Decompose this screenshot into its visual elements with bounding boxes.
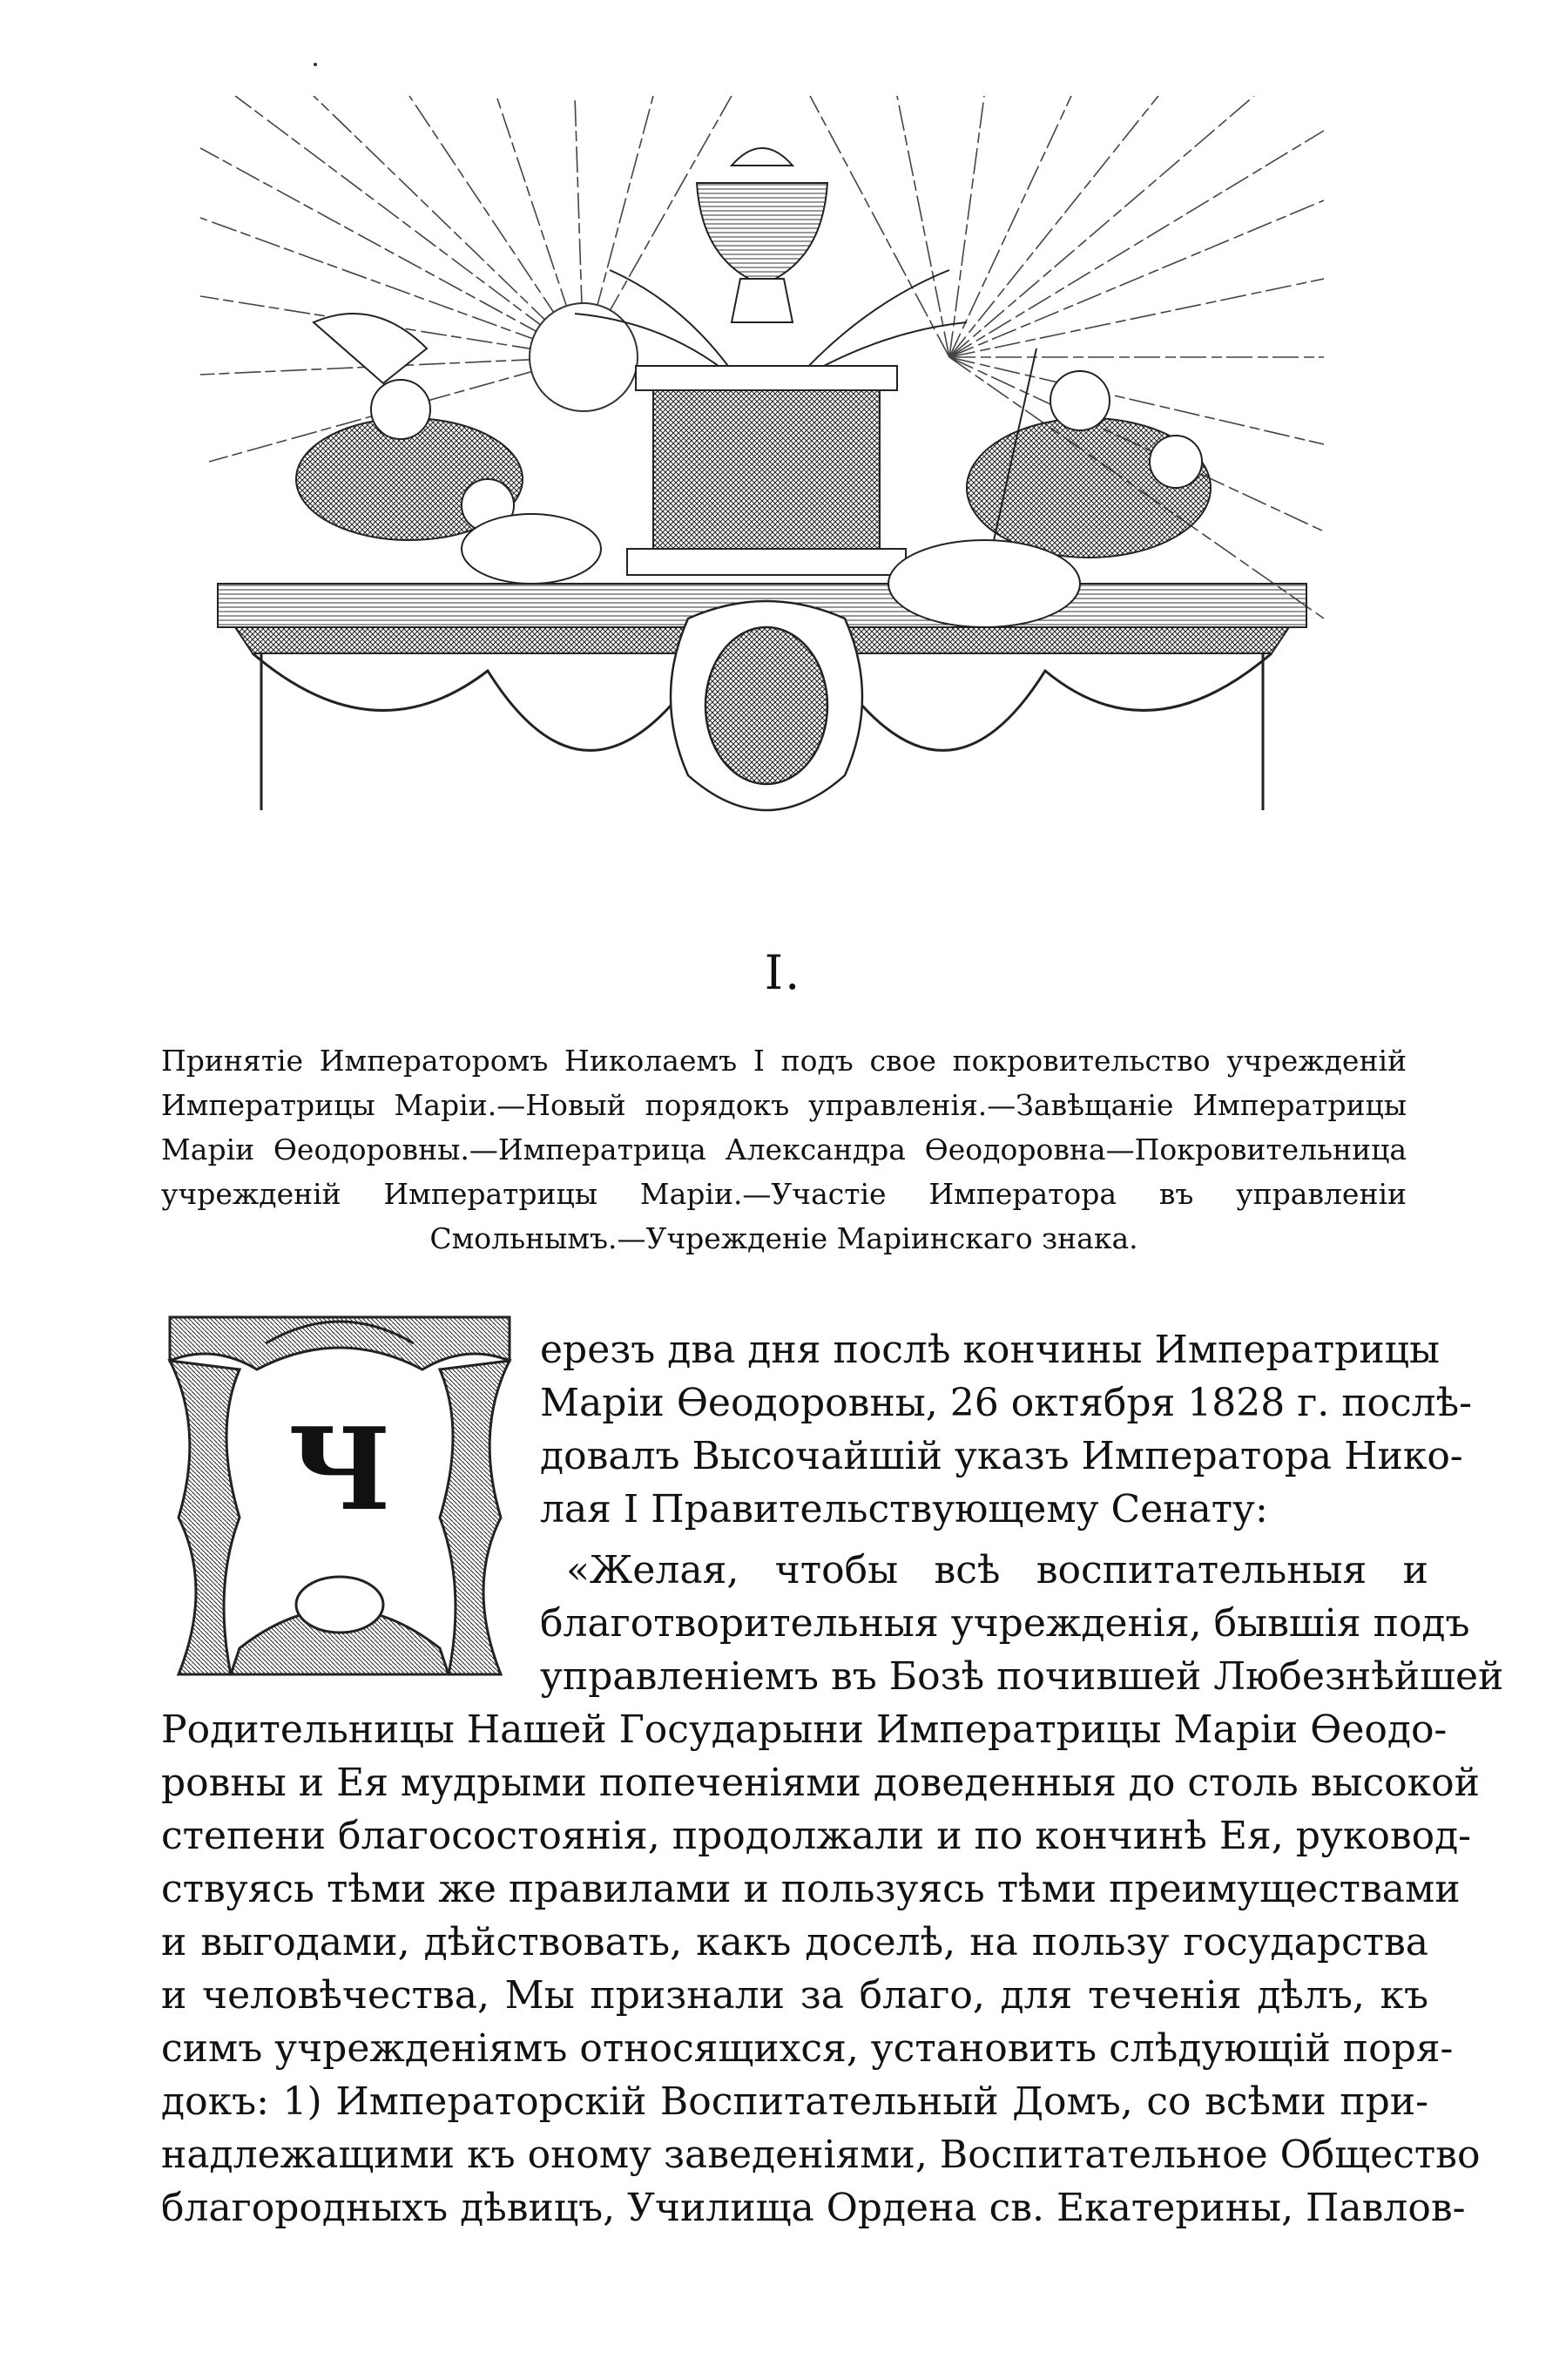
text-line: «Желая, чтобы всѣ воспитательныя и — [566, 1548, 1428, 1592]
headpiece-illustration — [200, 96, 1324, 845]
text-line: Маріи Ѳеодоровны, 26 октября 1828 г. послѣ- — [540, 1381, 1473, 1425]
text-line: докъ: 1) Императорскій Воспитательный Домъ, со всѣми при- — [161, 2079, 1428, 2124]
chapter-number: I. — [764, 945, 802, 1000]
text-line: Родительницы Нашей Государыни Императрицы Маріи Ѳеодо- — [161, 1707, 1448, 1752]
text-line: и человѣчества, Мы признали за благо, для теченія дѣлъ, къ — [161, 1973, 1428, 2018]
text-line: степени благосостоянія, продолжали и по кончинѣ Ея, руковод- — [161, 1814, 1472, 1858]
chapter-summary: Принятіе Императоромъ Николаемъ I подъ свое покровительство учрежденій Императрицы Маріи.—Новый порядокъ управленія.—Завѣщаніе Императрицы Маріи Ѳеодоровны.—Императрица Александра Ѳеодоровна—Покровительница учрежденій Императрицы Маріи.—Участіе Императора въ управленіи Смольнымъ.—Учрежденіе Маріинскаго знака. — [161, 1044, 1407, 1255]
text-line: довалъ Высочайшій указъ Императора Нико- — [540, 1434, 1463, 1478]
text-line: благородныхъ дѣвицъ, Училища Ордена св. Екатерины, Павлов- — [161, 2186, 1466, 2230]
decorated-initial — [161, 1308, 518, 1683]
initial-letter: Ч — [287, 1403, 392, 1536]
text-line: лая I Правительствующему Сенату: — [540, 1487, 1268, 1531]
allegorical-headpiece-engraving-icon — [200, 96, 1324, 845]
text-line: ствуясь тѣми же правилами и пользуясь тѣми преимуществами — [161, 1867, 1461, 1911]
text-line: ровны и Ея мудрыми попеченіями доведенныя до столь высокой — [161, 1761, 1480, 1805]
text-line: благотворительныя учрежденія, бывшія подъ — [540, 1601, 1470, 1646]
text-line: управленіемъ въ Бозѣ почившей Любезнѣйшей — [540, 1654, 1504, 1699]
text-line: и выгодами, дѣйствовать, какъ доселѣ, на пользу государства — [161, 1920, 1428, 1964]
text-line: симъ учрежденіямъ относящихся, установить слѣдующій поря- — [161, 2026, 1454, 2071]
text-line: ерезъ два дня послѣ кончины Императрицы — [540, 1328, 1440, 1372]
text-line: надлежащими къ оному заведеніями, Воспитательное Общество — [161, 2133, 1481, 2177]
speck-mark — [314, 63, 317, 66]
